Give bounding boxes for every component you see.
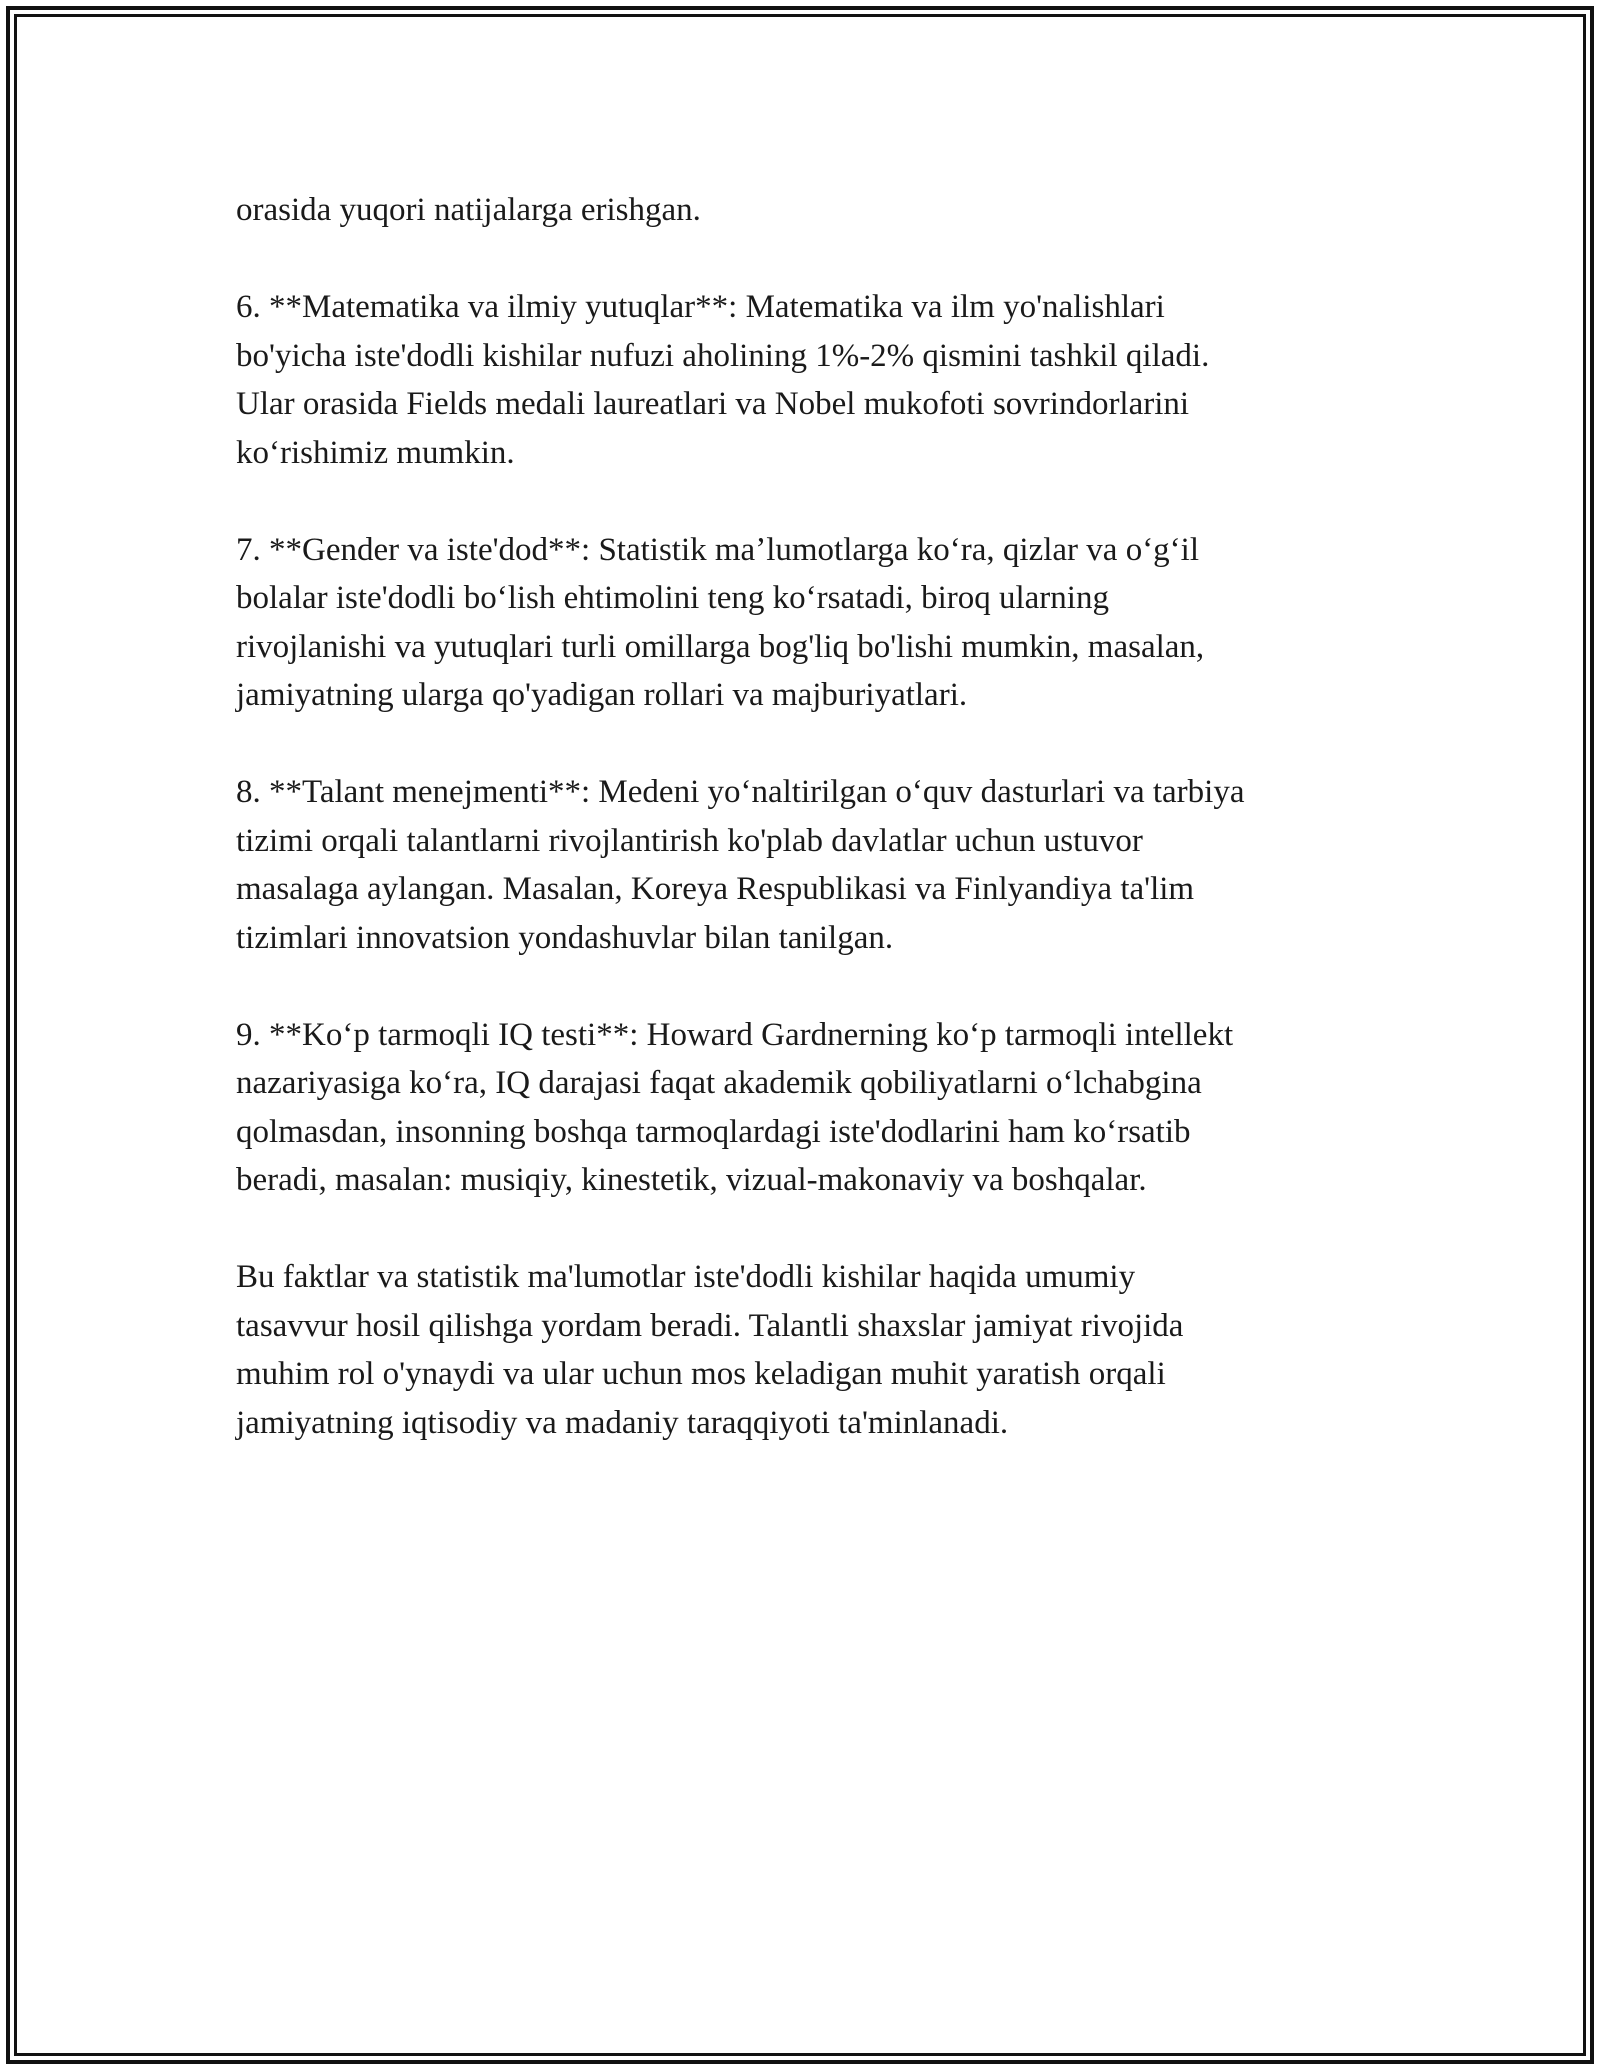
paragraph-talent-management: 8. **Talant menejmenti**: Medeni yoʻnaltirilgan oʻquv dasturlari va tarbiya tizimi orqali talantlarni rivojlantirish ko'plab davlatlar uchun ustuvor masalaga aylangan. Masalan, Koreya Respublikasi va Finlyandiya ta'lim tizimlari innovatsion yondashuvlar bilan tanilgan. [236,774,1245,956]
document-body [236,186,1416,1496]
paragraph-continuation: orasida yuqori natijalarga erishgan. [236,192,701,228]
paragraph-conclusion: Bu faktlar va statistik ma'lumotlar iste'dodli kishilar haqida umumiy tasavvur hosil qilishga yordam beradi. Talantli shaxslar jamiyat rivojida muhim rol o'ynaydi va ular uchun mos keladigan muhit yaratish orqali jamiyatning iqtisodiy va madaniy taraqqiyoti ta'minlanadi. [236,1259,1184,1441]
paragraph-gender-talent: 7. **Gender va iste'dod**: Statistik maʼlumotlarga koʻra, qizlar va oʻgʻil bolalar iste'dodli boʻlish ehtimolini teng koʻrsatadi, biroq ularning rivojlanishi va yutuqlari turli omillarga bog'liq bo'lishi mumkin, masalan, jamiyatning ularga qo'yadigan rollari va majburiyatlari. [236,531,1205,713]
paragraph-multiple-intelligence: 9. **Koʻp tarmoqli IQ testi**: Howard Gardnerning koʻp tarmoqli intellekt nazariyasiga koʻra, IQ darajasi faqat akademik qobiliyatlarni oʻlchabgina qolmasdan, insonning boshqa tarmoqlardagi iste'dodlarini ham koʻrsatib beradi, masalan: musiqiy, kinestetik, vizual-makonaviy va boshqalar. [236,1016,1234,1198]
paragraph-mathematics-achievements: 6. **Matematika va ilmiy yutuqlar**: Matematika va ilm yo'nalishlari bo'yicha iste'dodli kishilar nufuzi aholining 1%-2% qismini tashkil qiladi. Ular orasida Fields medali laureatlari va Nobel mukofoti sovrindorlarini koʻrishimiz mumkin. [236,289,1210,471]
